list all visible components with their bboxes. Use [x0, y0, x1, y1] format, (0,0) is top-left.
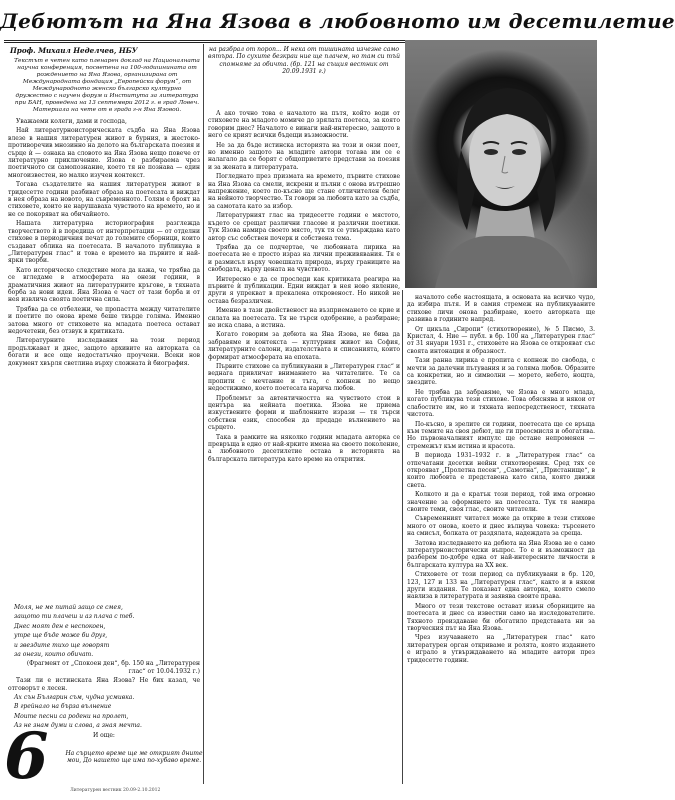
- paragraph: Тогава създателите на нашия литературен живот в тридесетте години разбиват образа на поетесата и виждат в нея образа на новото, на съвременното. Голям е броят на стиховете, които не нарушаваха чувството на времето, но и не се покоряват на обичайното.: [8, 181, 200, 218]
- paragraph: Първите стихове са публикувани в „Литературен глас“ и веднага привличат вниманието на читателите. Те са пропити с мечтание и тъга, с копнеж по нещо недостижимо, което поетесата нарича любов.: [208, 363, 400, 393]
- verse-line: защото ти плачеш и аз плача с теб.: [14, 613, 135, 621]
- paragraph: Съвременният читател може да открие в тези стихове много от онова, което и днес вълнува човека: търсенето на смисъл, болката от раздялата, надеждата за среща.: [407, 515, 595, 538]
- portrait-photo: [405, 40, 597, 288]
- article-title: Дебютът на Яна Язова в любовното им десетилетие: [0, 9, 675, 33]
- verse-line: Аз не знам думи и слова, а зная мечта.: [14, 722, 142, 730]
- paragraph: Интересно е да се проследи как критиката реагира на първите ѝ публикации. Едни виждат в нея ново явление, други я упрекват в прекалена откровеност. Но никой не остава безразличен.: [208, 275, 400, 305]
- verse-line: утре ще бъде може би друг,: [14, 632, 108, 640]
- paragraph: И още:: [93, 731, 115, 739]
- paragraph: Колкото и да е кратък този период, той има огромно значение за оформянето на поетесата. Тук тя намира своите теми, своя глас, своите читатели.: [407, 491, 595, 513]
- paragraph: По-късно, в зрелите си години, поетесата ще се връща към темите на своя дебют, ще ги преосмисля и обогатява. Но първоначалният импулс ще остане непроменен — стремежът към истина и красота.: [407, 420, 595, 450]
- page-number: 6: [4, 719, 49, 794]
- column-divider: [203, 44, 204, 784]
- paragraph: Така в рамките на няколко години младата авторка се превръща в едно от най-ярките имена на своето поколение, а любовното десетилетие остава в историята на българската литература като време на открития.: [208, 433, 400, 463]
- paragraph: Литературните изследвания на този период продължават и днес, защото архивите на авторката са богати и все още недостатъчно проучени. Всеки нов документ хвърля светлина върху сложната ѝ биография.: [8, 337, 200, 367]
- column-divider: [402, 290, 403, 784]
- verse-line: Моите песни са родени на пролет,: [14, 712, 129, 720]
- portrait-illustration: [405, 40, 597, 288]
- verse-line: В грейнало на бърза вълнение: [14, 703, 112, 711]
- verse-line: Моля, не ме питай защо се смея,: [14, 604, 123, 611]
- paragraph: Затова изследването на дебюта на Яна Язова не е само литературноисторически въпрос. То е и възможност да разберем по-добре една от най-интересните личности в българската култура на XX век.: [407, 539, 595, 569]
- column-1-body: [8, 118, 200, 600]
- paragraph: Когато говорим за дебюта на Яна Язова, не бива да забравяме и контекста — културния живот на София, литературните салони, издателствата и списанията, които формират атмосферата на епохата.: [208, 331, 400, 361]
- verse-line: и звездите тихо ще говорят: [14, 641, 110, 649]
- paragraph: Като историческо следствие мога да кажа, че трябва да се вгледаме в атмосферата на онези години, в драматичния живот на литературните кръгове, в тяхната борба за нови идеи. Яна Язова е част от тази борба и от нея извлича своята поетична сила.: [8, 266, 200, 304]
- paragraph: А ако точно това е началото на пътя, който води от стиховете на младото момиче до зрялата поетеса, за която говорим днес? Началото е винаги най-интересно, защото в него се крият всички бъдещи възможности.: [208, 110, 400, 140]
- paragraph: Нашата литературна историография разглежда творчеството ѝ в поредица от интерпретации — от отделни стихове в периодичния печат до големите сборници, които създават облика на поетесата. В началото публикува в „Литературен глас“ и това е времето на първите и най-ярки творби.: [8, 220, 200, 265]
- paragraph: Тази ли е истинската Яна Язова? Не бих казал, че отговорът е лесен.: [8, 677, 200, 692]
- paragraph: Не за да бъде истинска историята на този и онзи поет, но именно защото на младите автори тогава им се е налагало да се борят с общоприетите представи за поезия и за жената в литературата.: [208, 141, 400, 171]
- verse-fragment: на разбрал от пороп... И нека от тишината изчезне само вятъра. По сухите безкраи ние ще плачем, но там си тъй спомняме за обичта. (бр. 121 на същия вестник от 20.09.1931 г.): [208, 46, 401, 76]
- paragraph: Стиховете от този период са публикувани в бр. 120, 123, 127 и 133 на „Литературен глас“, както и в някои други издания. Те показват една авторка, която смело навлиза в литературата и заявява своите права.: [407, 571, 595, 601]
- paragraph: Трябва да се подчертае, че любовната лирика на поетесата не е просто израз на лични преживявания. Тя е и размисъл върху човешката природа, върху границите на свободата, върху цената на чувството.: [208, 243, 400, 274]
- column-2-body: [208, 110, 400, 784]
- paragraph: Тази ранна лирика е пропита с копнеж по свобода, с мечти за далечни пътувания и за голяма любов. Образите са конкретни, но и символни — морето, небето, нощта, звездите.: [407, 357, 595, 387]
- verse-line: Ах сън Българин съм, чудна усмивка.: [14, 694, 135, 702]
- column-1-verse: [8, 604, 200, 739]
- paragraph: В периода 1931–1932 г. в „Литературен глас“ са отпечатани десетки нейни стихотворения. Сред тях се открояват „Пролетна песен“, „Самотна“, „Пристанище“, в които любовта е представена като сила, която движи света.: [407, 452, 595, 489]
- paragraph: Погледнато през призмата на времето, първите стихове на Яна Язова са смели, искрени и пълни с онова вътрешно напрежение, което по-късно ще стане отличителен белег на нейното творчество. Тя говори за любовта като за съдба, за самотата като за избор.: [208, 173, 400, 210]
- verse-source: (Фрагмент от „Спокоен ден“, бр. 150 на „Литературен глас“ от 10.04.1932 г.): [26, 660, 200, 675]
- paragraph: Проблемът за автентичността на чувството стои в центъра на нейната поетика. Язова не приема изкуствените форми и шаблонните изрази — тя търси собствен език, способен да предаде вълнението на сърцето.: [208, 394, 400, 432]
- paragraph: Най литературноисторическата съдба на Яна Язова влезе в нашия литературен живот в бурния, в жестоко-противоречив мнозинно на делото на българската поезия и сърце ѝ — ознака на словото на Яна Язова нещо повече от литературно приключение. Язова е разбираема чрез поетичното си самопознание, което тя не познава — един многоизвестен, но малко изучен контекст.: [8, 127, 200, 179]
- paragraph: Уважаеми колеги, дами и господа,: [16, 118, 127, 125]
- paragraph: Литературният глас на тридесетте години е мястото, където се срещат различни гласове и различни поетики. Тук Язова намира своето място, тук тя се утвърждава като автор със собствен почерк и собствена тема.: [208, 212, 400, 242]
- column-2-verse: [208, 46, 400, 106]
- paragraph: началото себе настоящата, в основата на всичко чудо, да избира пътя. И в самия стремеж на публикуваните стихове личи онова разбиране, което авторката ще развива в годините напред.: [407, 294, 595, 324]
- page-footer: Литературен вестник 20.09-2.10.2012: [70, 788, 161, 793]
- paragraph: Чрез изучаването на „Литературен глас“ като литературен орган откриваме и ролята, която изданието е играло в утвърждаването на младите автори през тридесетте години.: [407, 634, 595, 664]
- closing-verse: На сърцето време ще ме открият дните мои, До нашето ще има по-хубаво време.: [65, 750, 203, 765]
- paragraph: Именно в тази двойственост на възприемането се крие и силата на поетесата. Тя не търси одобрение, а разбиране; не иска слава, а истина.: [208, 307, 400, 329]
- article-intro: Текстът е четен като пленарен доклад на Националната научна конференция, посветена на 100-годишнината от рождението на Яна Язова, организирана от Международната фондация „Европейски форум“, от Международното женско българско културно дружество с научен форум и Института за литература при БАН, проведена на 13 септември 2012 г. в град Ловеч. Материала на чете от в града г-н Яна Язовой.: [14, 58, 200, 113]
- verse-line: за онези, които обичат.: [14, 651, 94, 659]
- paragraph: От цикъла „Сиропи“ (стихотворение), № 5 Писмо, 3. Кристал, 4. Ние — публ. в бр. 100 на „Литературен глас“ от 31 януари 1931 г., стиховете на Язова се открояват със своята интонация и образност.: [407, 325, 595, 355]
- column-3-body: [407, 294, 595, 784]
- paragraph: Много от тези текстове остават извън сборниците на поетесата и днес са известни само на изследователите. Тяхното преиздаване би обогатило представата ни за творческия път на Яна Язова.: [407, 602, 595, 633]
- paragraph: Трябва да се отбележи, че пропастта между читателите и поетите по онова време беше твърде голяма. Именно затова много от стиховете на младата поетеса остават недочетени, без отзвук в критиката.: [8, 305, 200, 335]
- article-author: Проф. Михаил Неделчев, НБУ: [10, 46, 138, 55]
- paragraph: Не трябва да забравяме, че Язова е много млада, когато публикува тези стихове. Това обяснява и някои от слабостите им, но и тяхната непосредственост, тяхната чистота.: [407, 388, 595, 419]
- verse-line: Днес моят ден е неспокоен,: [14, 622, 106, 630]
